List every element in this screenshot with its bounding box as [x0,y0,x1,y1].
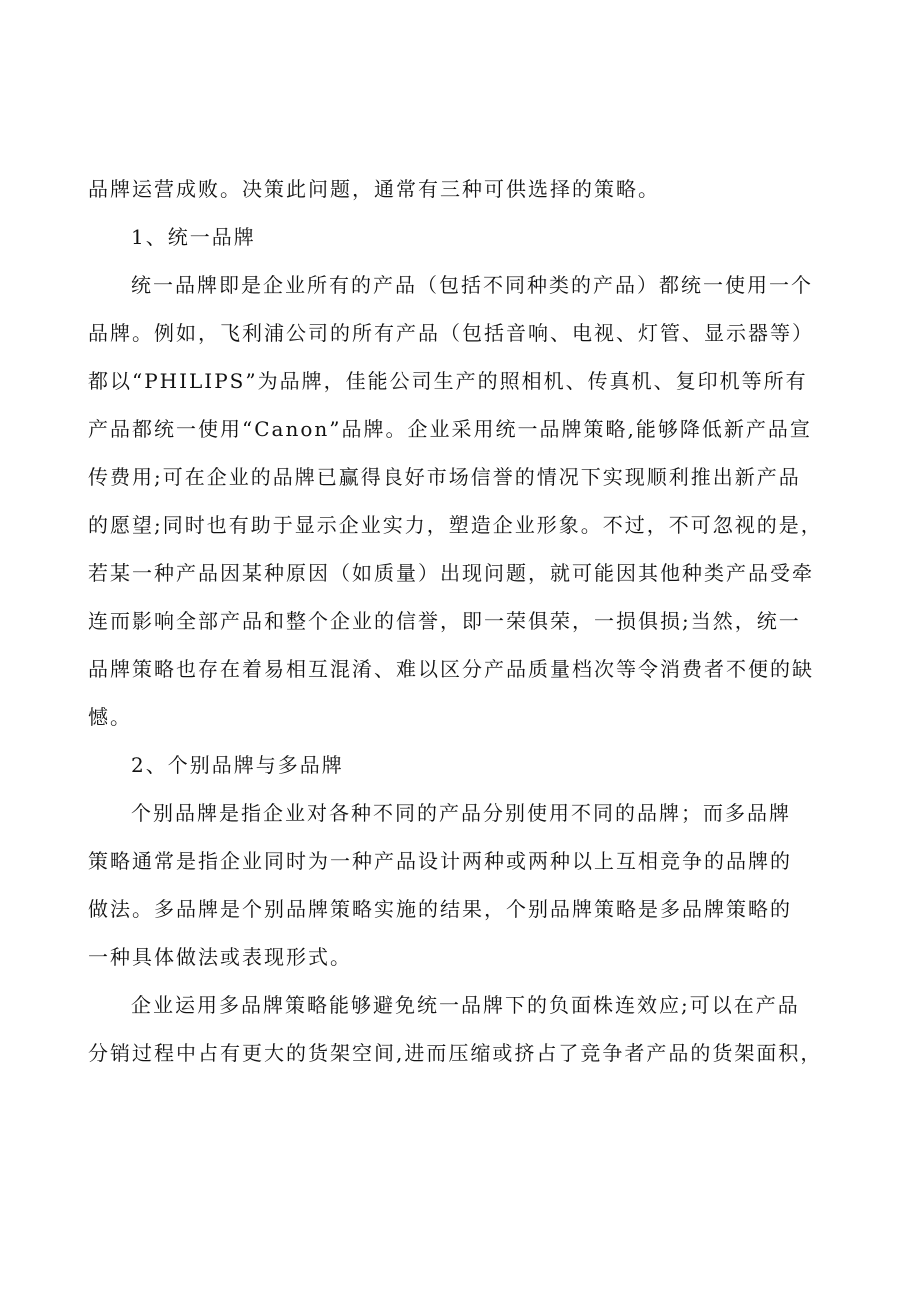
paragraph-line: 企业运用多品牌策略能够避免统一品牌下的负面株连效应;可以在产品 [131,993,800,1017]
paragraph-line: 的愿望;同时也有助于显示企业实力，塑造企业形象。不过，不可忽视的是， [88,513,823,537]
paragraph-line: 连而影响全部产品和整个企业的信誉，即一荣俱荣，一损俱损;当然，统一 [88,609,801,633]
paragraph-line: 传费用;可在企业的品牌已赢得良好市场信誉的情况下实现顺利推出新产品 [88,465,801,489]
section-heading-unified-brand: 1、统一品牌 [131,225,256,249]
paragraph-line: 品牌运营成败。决策此问题，通常有三种可供选择的策略。 [88,177,660,201]
paragraph-line: 都以“PHILIPS”为品牌，佳能公司生产的照相机、传真机、复印机等所有 [88,369,808,393]
paragraph-line: 个别品牌是指企业对各种不同的产品分别使用不同的品牌；而多品牌 [131,801,791,825]
paragraph-line: 分销过程中占有更大的货架空间,进而压缩或挤占了竞争者产品的货架面积， [88,1041,823,1065]
paragraph-line: 一种具体做法或表现形式。 [88,945,352,969]
paragraph-line: 品牌。例如，飞利浦公司的所有产品（包括音响、电视、灯管、显示器等） [88,321,814,345]
paragraph-line: 做法。多品牌是个别品牌策略实施的结果，个别品牌策略是多品牌策略的 [88,897,792,921]
section-heading-individual-and-multi-brand: 2、个别品牌与多品牌 [131,753,344,777]
paragraph-line: 策略通常是指企业同时为一种产品设计两种或两种以上互相竞争的品牌的 [88,849,792,873]
paragraph-line: 若某一种产品因某种原因（如质量）出现问题，就可能因其他种类产品受牵 [88,561,814,585]
paragraph-line: 品牌策略也存在着易相互混淆、难以区分产品质量档次等令消费者不便的缺 [88,657,814,681]
document-body [88,165,848,1077]
paragraph-line: 憾。 [88,705,132,729]
paragraph-line: 统一品牌即是企业所有的产品（包括不同种类的产品）都统一使用一个 [131,273,813,297]
paragraph-line: 产品都统一使用“Canon”品牌。企业采用统一品牌策略,能够降低新产品宣 [88,417,812,441]
